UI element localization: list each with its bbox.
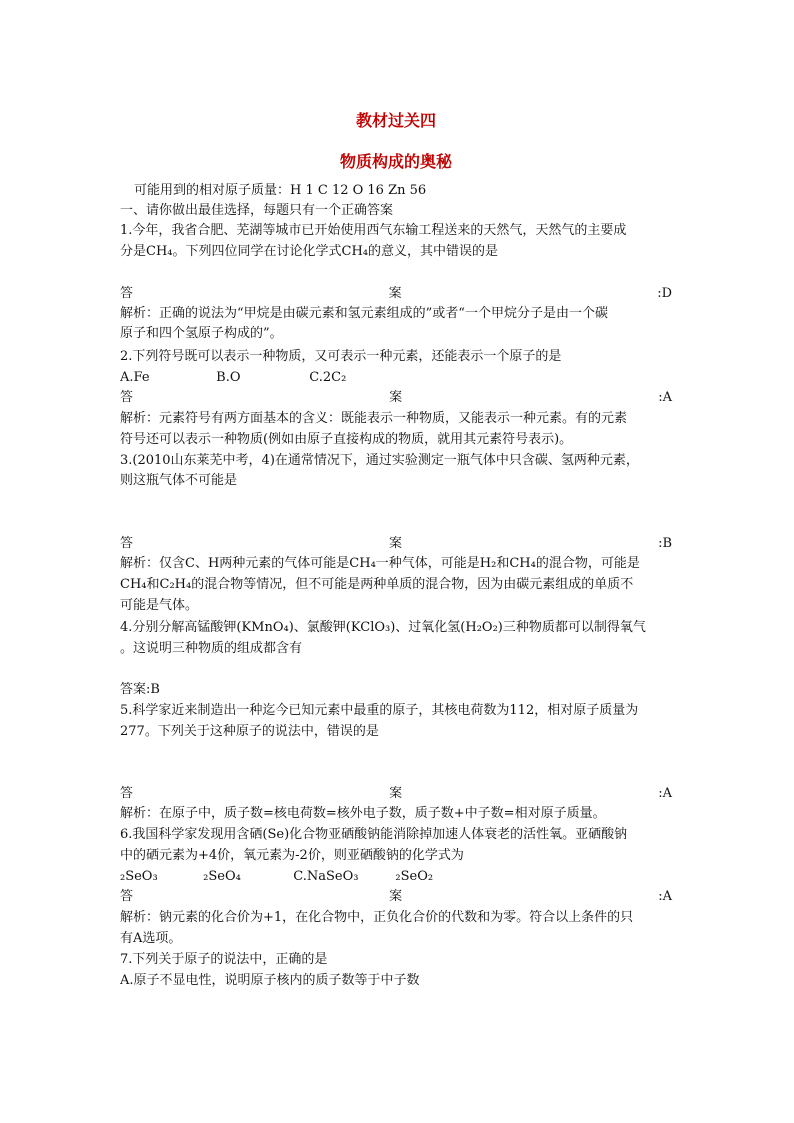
answer-word-1: 答 <box>120 786 134 801</box>
answer-word-2: 案 <box>389 390 403 405</box>
document-title: 教材过关四 <box>355 111 436 130</box>
answer-word-2: 案 <box>389 786 403 801</box>
q2-stem: 2.下列符号既可以表示一种物质，又可表示一种元素，还能表示一个原子的是 <box>120 349 562 364</box>
q1-stem-line1: 1.今年，我省合肥、芜湖等城市已开始使用西气东输工程送来的天然气，天然气的主要成 <box>120 223 627 238</box>
q1-explanation-line1: 解析：正确的说法为“甲烷是由碳元素和氢元素组成的”或者“一个甲烷分子是由一个碳 <box>120 306 608 321</box>
q1-answer: :D <box>657 286 672 301</box>
q6-option-b: ₂SeO₄ <box>203 869 241 884</box>
q6-answer: :A <box>658 889 672 904</box>
q1-answer-row <box>120 285 672 303</box>
q3-explanation-line1: 解析：仅含C、H两种元素的气体可能是CH₄一种气体，可能是H₂和CH₄的混合物，可能是 <box>120 556 640 571</box>
q4-stem-line1: 4.分别分解高锰酸钾(KMnO₄)、氯酸钾(KClO₃)、过氧化氢(H₂O₂)三种物质都可以制得氧气 <box>120 620 646 635</box>
q5-stem-line2: 277。下列关于这种原子的说法中，错误的是 <box>120 724 379 739</box>
q6-stem-line1: 6.我国科学家发现用含硒(Se)化合物亚硒酸钠能消除掉加速人体衰老的活性氧。亚硒酸钠 <box>120 827 628 842</box>
q5-answer: :A <box>658 786 672 801</box>
q6-answer-row <box>120 888 672 906</box>
answer-word-1: 答 <box>120 889 134 904</box>
q3-answer-row <box>120 535 672 553</box>
q5-explanation: 解析：在原子中，质子数=核电荷数=核外电子数，质子数+中子数=相对原子质量。 <box>120 806 606 821</box>
q2-explanation-line2: 符号还可以表示一种物质(例如由原子直接构成的物质，就用其元素符号表示)。 <box>120 432 573 447</box>
q6-stem-line2: 中的硒元素为+4价，氧元素为-2价，则亚硒酸钠的化学式为 <box>120 848 464 863</box>
q4-answer: 答案:B <box>120 682 160 697</box>
q3-stem-line1: 3.(2010山东莱芜中考，4)在通常情况下，通过实验测定一瓶气体中只含碳、氢两种元素， <box>120 453 639 468</box>
answer-word-1: 答 <box>120 536 134 551</box>
q6-option-d: ₂SeO₂ <box>395 869 434 884</box>
q5-answer-row <box>120 785 672 803</box>
q6-explanation-line2: 有A选项。 <box>120 931 182 946</box>
q6-option-c: C.NaSeO₃ <box>293 869 359 884</box>
q3-answer: :B <box>658 536 672 551</box>
answer-word-1: 答 <box>120 286 134 301</box>
answer-word-1: 答 <box>120 390 134 405</box>
q1-stem-line2: 分是CH₄。下列四位同学在讨论化学式CH₄的意义，其中错误的是 <box>120 244 498 259</box>
q3-explanation-line3: 可能是气体。 <box>120 598 199 613</box>
q3-explanation-line2: CH₄和C₂H₄的混合物等情况，但不可能是两种单质的混合物，因为由碳元素组成的单质不 <box>120 577 634 592</box>
q2-answer-row <box>120 389 672 407</box>
q6-options <box>120 868 433 886</box>
q5-stem-line1: 5.科学家近来制造出一种迄今已知元素中最重的原子，其核电荷数为112，相对原子质量为 <box>120 703 639 718</box>
document-subtitle: 物质构成的奥秘 <box>339 152 452 171</box>
q2-option-b: B.O <box>216 370 241 385</box>
answer-word-2: 案 <box>389 889 403 904</box>
answer-word-2: 案 <box>389 536 403 551</box>
q6-explanation-line1: 解析：钠元素的化合价为+1，在化合物中，正负化合价的代数和为零。符合以上条件的只 <box>120 910 634 925</box>
q6-option-a: ₂SeO₃ <box>120 869 158 884</box>
q2-option-a: A.Fe <box>120 370 150 385</box>
q2-options <box>120 369 346 387</box>
q2-option-c: C.2C₂ <box>309 370 347 385</box>
q4-stem-line2: 。这说明三种物质的组成都含有 <box>120 641 303 656</box>
answer-word-2: 案 <box>388 286 402 301</box>
q7-option-a: A.原子不显电性，说明原子核内的质子数等于中子数 <box>120 973 420 988</box>
atomic-mass-note: 可能用到的相对原子质量：H 1 C 12 O 16 Zn 56 <box>134 183 427 198</box>
q7-stem: 7.下列关于原子的说法中，正确的是 <box>120 952 328 967</box>
q3-stem-line2: 则这瓶气体不可能是 <box>120 473 238 488</box>
q2-explanation-line1: 解析：元素符号有两方面基本的含义：既能表示一种物质，又能表示一种元素。有的元素 <box>120 411 628 426</box>
section-heading: 一、请你做出最佳选择，每题只有一个正确答案 <box>120 203 394 218</box>
q2-answer: :A <box>658 390 672 405</box>
q1-explanation-line2: 原子和四个氢原子构成的”。 <box>120 326 283 341</box>
